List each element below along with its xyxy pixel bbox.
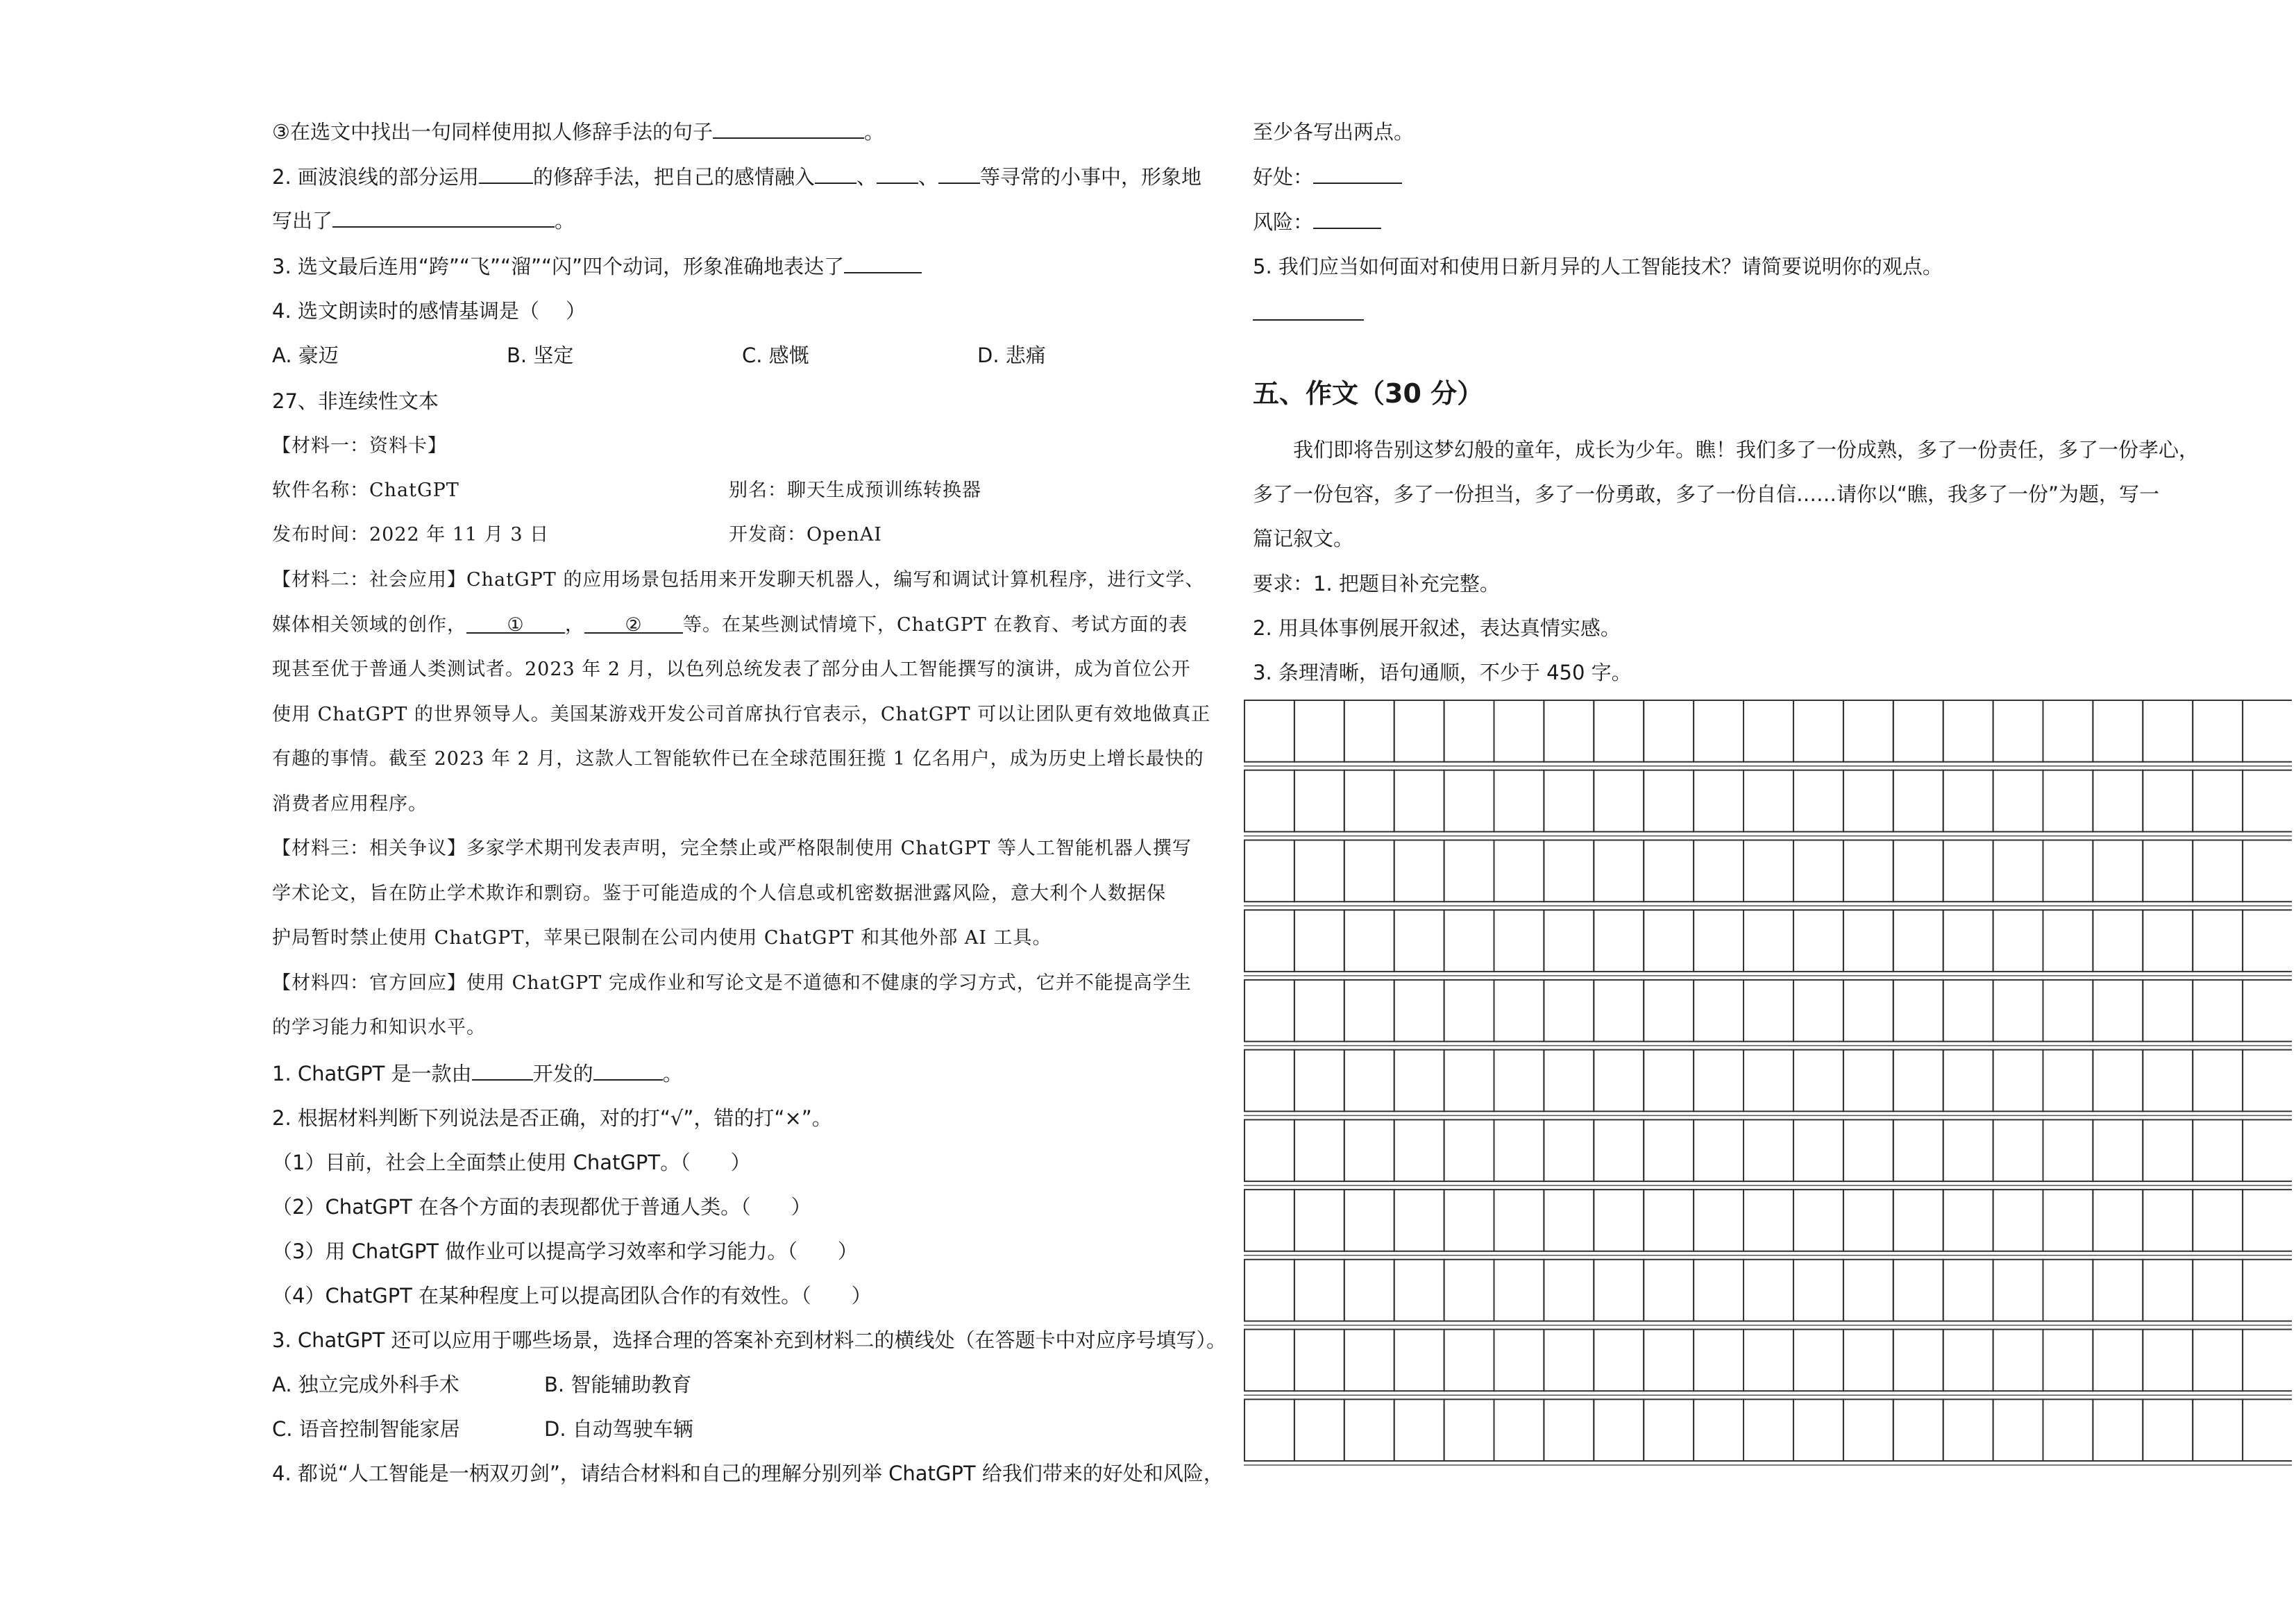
grid-cell[interactable] bbox=[1394, 770, 1444, 832]
grid-cell[interactable] bbox=[1893, 840, 1943, 902]
grid-cell[interactable] bbox=[1244, 840, 1294, 902]
grid-cell[interactable] bbox=[1294, 840, 1344, 902]
grid-cell[interactable] bbox=[2193, 840, 2243, 902]
answer-blank[interactable] bbox=[844, 253, 922, 273]
grid-cell[interactable] bbox=[2193, 770, 2243, 832]
grid-cell[interactable] bbox=[1444, 1260, 1494, 1321]
option-a[interactable]: A. 豪迈 bbox=[272, 344, 339, 367]
grid-cell[interactable] bbox=[1494, 1330, 1544, 1392]
essay-prompt-line: 多了一份包容，多了一份担当，多了一份勇敢，多了一份自信……请你以“瞧，我多了一份”为题，写一 bbox=[1253, 482, 2160, 506]
grid-cell[interactable] bbox=[2243, 1330, 2292, 1392]
sub-question-4: 4. 都说“人工智能是一柄双刃剑”，请结合材料和自己的理解分别列举 ChatGPT 给我们带来的好处和风险， bbox=[272, 1462, 1224, 1485]
grid-cell[interactable] bbox=[2193, 1330, 2243, 1392]
grid-cell[interactable] bbox=[1943, 1190, 1993, 1251]
grid-cell[interactable] bbox=[1943, 700, 1993, 762]
grid-cell[interactable] bbox=[1893, 1050, 1943, 1112]
grid-cell[interactable] bbox=[1793, 1399, 1843, 1461]
grid-cell[interactable] bbox=[1244, 1190, 1294, 1251]
grid-cell[interactable] bbox=[2093, 770, 2143, 832]
answer-blank[interactable] bbox=[938, 163, 980, 184]
grid-cell[interactable] bbox=[2143, 1399, 2193, 1461]
grid-cell[interactable] bbox=[1843, 770, 1893, 832]
grid-cell[interactable] bbox=[2243, 1190, 2292, 1251]
grid-cell[interactable] bbox=[2193, 700, 2243, 762]
grid-cell[interactable] bbox=[1394, 980, 1444, 1042]
grid-cell[interactable] bbox=[1494, 910, 1544, 972]
grid-cell[interactable] bbox=[1494, 770, 1544, 832]
grid-cell[interactable] bbox=[1644, 1119, 1694, 1181]
grid-cell[interactable] bbox=[2043, 1119, 2093, 1181]
grid-cell[interactable] bbox=[1644, 980, 1694, 1042]
grid-cell[interactable] bbox=[1793, 1050, 1843, 1112]
answer-blank[interactable] bbox=[479, 163, 533, 184]
grid-cell[interactable] bbox=[1793, 1330, 1843, 1392]
grid-cell[interactable] bbox=[2093, 1190, 2143, 1251]
grid-cell[interactable] bbox=[1244, 770, 1294, 832]
grid-cell[interactable] bbox=[1394, 840, 1444, 902]
grid-cell[interactable] bbox=[2243, 910, 2292, 972]
grid-cell[interactable] bbox=[2243, 700, 2292, 762]
grid-cell[interactable] bbox=[1843, 1190, 1893, 1251]
grid-cell[interactable] bbox=[1943, 910, 1993, 972]
grid-cell[interactable] bbox=[1244, 1399, 1294, 1461]
grid-cell[interactable] bbox=[1993, 1190, 2043, 1251]
grid-cell[interactable] bbox=[1893, 1119, 1943, 1181]
grid-cell[interactable] bbox=[2143, 1260, 2193, 1321]
answer-blank[interactable] bbox=[472, 1060, 533, 1081]
judgement-item[interactable]: （3）用 ChatGPT 做作业可以提高学习效率和学习能力。（ ） bbox=[272, 1240, 858, 1263]
grid-cell[interactable] bbox=[1394, 1190, 1444, 1251]
grid-cell[interactable] bbox=[1444, 840, 1494, 902]
section-27-heading: 27、非连续性文本 bbox=[272, 389, 439, 413]
material-1-alias: 别名：聊天生成预训练转换器 bbox=[729, 480, 981, 501]
grid-cell[interactable] bbox=[1943, 980, 1993, 1042]
grid-cell[interactable] bbox=[1344, 1190, 1394, 1251]
grid-cell[interactable] bbox=[2243, 770, 2292, 832]
grid-cell[interactable] bbox=[1843, 1119, 1893, 1181]
option-d[interactable]: D. 自动驾驶车辆 bbox=[544, 1417, 693, 1441]
benefit-line: 好处： bbox=[1253, 163, 1402, 191]
grid-cell[interactable] bbox=[2043, 700, 2093, 762]
grid-cell[interactable] bbox=[1843, 1399, 1893, 1461]
grid-cell[interactable] bbox=[1893, 1190, 1943, 1251]
grid-cell[interactable] bbox=[1494, 1399, 1544, 1461]
grid-cell[interactable] bbox=[1544, 1190, 1594, 1251]
grid-cell[interactable] bbox=[1244, 980, 1294, 1042]
grid-cell[interactable] bbox=[2193, 1119, 2243, 1181]
grid-cell[interactable] bbox=[1993, 980, 2043, 1042]
grid-cell[interactable] bbox=[1694, 980, 1744, 1042]
grid-cell[interactable] bbox=[1294, 1119, 1344, 1181]
grid-cell[interactable] bbox=[1494, 1260, 1544, 1321]
grid-cell[interactable] bbox=[1893, 910, 1943, 972]
grid-cell[interactable] bbox=[1244, 1050, 1294, 1112]
material-2-line: 有趣的事情。截至 2023 年 2 月，这款人工智能软件已在全球范围狂揽 1 亿名用户，成为历史上增长最快的 bbox=[272, 748, 1204, 770]
grid-cell[interactable] bbox=[2143, 840, 2193, 902]
grid-cell[interactable] bbox=[1244, 1330, 1294, 1392]
grid-cell[interactable] bbox=[1644, 1050, 1694, 1112]
grid-cell[interactable] bbox=[2093, 840, 2143, 902]
grid-cell[interactable] bbox=[2193, 1190, 2243, 1251]
sub-question-3: 3. ChatGPT 还可以应用于哪些场景，选择合理的答案补充到材料二的横线处（在答题卡中对应序号填写）。 bbox=[272, 1328, 1227, 1352]
grid-cell[interactable] bbox=[2243, 1119, 2292, 1181]
grid-cell[interactable] bbox=[1394, 1399, 1444, 1461]
grid-cell[interactable] bbox=[1594, 1399, 1644, 1461]
grid-cell[interactable] bbox=[1744, 1119, 1793, 1181]
grid-cell[interactable] bbox=[2093, 1399, 2143, 1461]
grid-cell[interactable] bbox=[1594, 910, 1644, 972]
option-b[interactable]: B. 智能辅助教育 bbox=[544, 1373, 692, 1396]
grid-cell[interactable] bbox=[2193, 1050, 2243, 1112]
grid-cell[interactable] bbox=[1544, 910, 1594, 972]
grid-cell[interactable] bbox=[2043, 1050, 2093, 1112]
material-2-line: 使用 ChatGPT 的世界领导人。美国某游戏开发公司首席执行官表示，ChatGPT 可以让团队更有效地做真正 bbox=[272, 704, 1211, 725]
grid-cell[interactable] bbox=[1294, 1260, 1344, 1321]
grid-cell[interactable] bbox=[2043, 770, 2093, 832]
question-4-tone: 4. 选文朗读时的感情基调是（ ） bbox=[272, 299, 586, 323]
grid-cell[interactable] bbox=[1594, 840, 1644, 902]
grid-cell[interactable] bbox=[1594, 980, 1644, 1042]
material-2-line: 媒体相关领域的创作， ① ， ② 等。在某些测试情境下，ChatGPT 在教育、考试方面的表 bbox=[272, 611, 1188, 639]
section-5-heading: 五、作文（30 分） bbox=[1253, 378, 1484, 409]
grid-cell[interactable] bbox=[1644, 700, 1694, 762]
grid-cell[interactable] bbox=[1594, 1190, 1644, 1251]
grid-cell[interactable] bbox=[1394, 1119, 1444, 1181]
grid-cell[interactable] bbox=[1893, 1330, 1943, 1392]
grid-cell[interactable] bbox=[1294, 1399, 1344, 1461]
grid-cell[interactable] bbox=[1344, 910, 1394, 972]
grid-cell[interactable] bbox=[1744, 1190, 1793, 1251]
material-1-title: 【材料一：资料卡】 bbox=[272, 435, 447, 457]
grid-cell[interactable] bbox=[1644, 1190, 1694, 1251]
essay-writing-grid[interactable] bbox=[1244, 696, 2292, 1473]
essay-prompt-line: 我们即将告别这梦幻般的童年，成长为少年。瞧！我们多了一份成熟，多了一份责任，多了一份孝心， bbox=[1293, 438, 2200, 462]
judgement-item[interactable]: （4）ChatGPT 在某种程度上可以提高团队合作的有效性。（ ） bbox=[272, 1284, 872, 1308]
grid-cell[interactable] bbox=[1344, 770, 1394, 832]
material-1-name: 软件名称：ChatGPT bbox=[272, 480, 459, 501]
grid-cell[interactable] bbox=[1444, 1119, 1494, 1181]
grid-cell[interactable] bbox=[1594, 700, 1644, 762]
grid-cell[interactable] bbox=[1244, 1260, 1294, 1321]
grid-cell[interactable] bbox=[1993, 700, 2043, 762]
grid-cell[interactable] bbox=[2143, 770, 2193, 832]
question-3-rhetoric: ③在选文中找出一句同样使用拟人修辞手法的句子 。 bbox=[272, 118, 884, 146]
grid-cell[interactable] bbox=[1744, 980, 1793, 1042]
grid-cell[interactable] bbox=[1244, 700, 1294, 762]
grid-cell[interactable] bbox=[1394, 1330, 1444, 1392]
grid-cell[interactable] bbox=[1694, 840, 1744, 902]
grid-cell[interactable] bbox=[1344, 1119, 1394, 1181]
material-3-line: 学术论文，旨在防止学术欺诈和剽窃。鉴于可能造成的个人信息或机密数据泄露风险，意大利个人数据保 bbox=[272, 883, 1166, 904]
grid-cell[interactable] bbox=[1744, 1399, 1793, 1461]
grid-cell[interactable] bbox=[1544, 1399, 1594, 1461]
answer-blank[interactable] bbox=[815, 163, 856, 184]
requirement: 3. 条理清晰，语句通顺，不少于 450 字。 bbox=[1253, 661, 1632, 684]
grid-cell[interactable] bbox=[1793, 700, 1843, 762]
grid-cell[interactable] bbox=[1793, 770, 1843, 832]
answer-blank[interactable] bbox=[593, 1060, 663, 1081]
answer-blank[interactable] bbox=[1253, 300, 1364, 321]
grid-cell[interactable] bbox=[1644, 770, 1694, 832]
grid-cell[interactable] bbox=[1444, 770, 1494, 832]
grid-cell[interactable] bbox=[1893, 700, 1943, 762]
grid-cell[interactable] bbox=[1494, 1119, 1544, 1181]
grid-cell[interactable] bbox=[1843, 1330, 1893, 1392]
grid-cell[interactable] bbox=[1943, 1399, 1993, 1461]
grid-cell[interactable] bbox=[2043, 1190, 2093, 1251]
grid-cell[interactable] bbox=[2093, 910, 2143, 972]
material-3-line: 【材料三：相关争议】多家学术期刊发表声明，完全禁止或严格限制使用 ChatGPT 等人工智能机器人撰写 bbox=[272, 838, 1192, 859]
sub-question-1: 1. ChatGPT 是一款由 开发的 。 bbox=[272, 1060, 683, 1088]
grid-cell[interactable] bbox=[1893, 770, 1943, 832]
grid-cell[interactable] bbox=[1843, 1050, 1893, 1112]
grid-cell[interactable] bbox=[1244, 1119, 1294, 1181]
grid-cell[interactable] bbox=[1943, 840, 1993, 902]
grid-cell[interactable] bbox=[1744, 770, 1793, 832]
grid-cell[interactable] bbox=[1594, 1119, 1644, 1181]
grid-cell[interactable] bbox=[2243, 1050, 2292, 1112]
grid-cell[interactable] bbox=[2243, 1260, 2292, 1321]
judgement-item[interactable]: （2）ChatGPT 在各个方面的表现都优于普通人类。（ ） bbox=[272, 1195, 811, 1219]
grid-cell[interactable] bbox=[2043, 1399, 2093, 1461]
grid-cell[interactable] bbox=[1644, 1330, 1694, 1392]
grid-cell[interactable] bbox=[1694, 1190, 1744, 1251]
grid-cell[interactable] bbox=[2093, 1050, 2143, 1112]
grid-cell[interactable] bbox=[1344, 700, 1394, 762]
grid-cell[interactable] bbox=[1644, 910, 1694, 972]
grid-cell[interactable] bbox=[1344, 840, 1394, 902]
grid-cell[interactable] bbox=[1294, 1050, 1344, 1112]
grid-cell[interactable] bbox=[1843, 700, 1893, 762]
grid-cell[interactable] bbox=[1544, 1119, 1594, 1181]
grid-cell[interactable] bbox=[1694, 1330, 1744, 1392]
requirement: 要求：1. 把题目补充完整。 bbox=[1253, 572, 1500, 595]
grid-cell[interactable] bbox=[2143, 1330, 2193, 1392]
grid-cell[interactable] bbox=[1694, 700, 1744, 762]
option-b[interactable]: B. 坚定 bbox=[507, 344, 574, 367]
grid-cell[interactable] bbox=[1843, 1260, 1893, 1321]
grid-cell[interactable] bbox=[1594, 770, 1644, 832]
grid-cell[interactable] bbox=[1793, 1119, 1843, 1181]
requirement: 2. 用具体事例展开叙述，表达真情实感。 bbox=[1253, 616, 1621, 640]
question-text: ③在选文中找出一句同样使用拟人修辞手法的句子 bbox=[272, 120, 713, 144]
material-4-line: 【材料四：官方回应】使用 ChatGPT 完成作业和写论文是不道德和不健康的学习方式，它并不能提高学生 bbox=[272, 972, 1192, 994]
material-4-line: 的学习能力和知识水平。 bbox=[272, 1017, 486, 1038]
option-c[interactable]: C. 语音控制智能家居 bbox=[272, 1417, 460, 1441]
answer-blank[interactable] bbox=[332, 207, 555, 228]
grid-cell[interactable] bbox=[2093, 980, 2143, 1042]
grid-cell[interactable] bbox=[1294, 770, 1344, 832]
grid-cell[interactable] bbox=[2143, 1190, 2193, 1251]
grid-cell[interactable] bbox=[1544, 700, 1594, 762]
sub-question-5: 5. 我们应当如何面对和使用日新月异的人工智能技术？请简要说明你的观点。 bbox=[1253, 255, 1943, 278]
grid-cell[interactable] bbox=[2243, 980, 2292, 1042]
grid-cell[interactable] bbox=[1544, 840, 1594, 902]
grid-cell[interactable] bbox=[2243, 840, 2292, 902]
grid-cell[interactable] bbox=[1494, 980, 1544, 1042]
grid-cell[interactable] bbox=[2093, 1330, 2143, 1392]
grid-cell[interactable] bbox=[1444, 1050, 1494, 1112]
grid-cell[interactable] bbox=[1943, 1260, 1993, 1321]
answer-blank[interactable] bbox=[877, 163, 918, 184]
material-1-developer: 开发商：OpenAI bbox=[729, 524, 882, 545]
grid-cell[interactable] bbox=[1694, 1399, 1744, 1461]
grid-cell[interactable] bbox=[1993, 910, 2043, 972]
grid-cell[interactable] bbox=[1344, 1330, 1394, 1392]
grid-cell[interactable] bbox=[2193, 1399, 2243, 1461]
grid-cell[interactable] bbox=[2093, 700, 2143, 762]
material-2-line: 消费者应用程序。 bbox=[272, 793, 428, 815]
grid-cell[interactable] bbox=[1244, 910, 1294, 972]
grid-cell[interactable] bbox=[1793, 840, 1843, 902]
grid-cell[interactable] bbox=[1494, 700, 1544, 762]
grid-cell[interactable] bbox=[2143, 910, 2193, 972]
grid-cell[interactable] bbox=[2043, 980, 2093, 1042]
material-3-line: 护局暂时禁止使用 ChatGPT，苹果已限制在公司内使用 ChatGPT 和其他外部 AI 工具。 bbox=[272, 927, 1052, 949]
material-2-line: 【材料二：社会应用】ChatGPT 的应用场景包括用来开发聊天机器人，编写和调试计算机程序，进行文学、 bbox=[272, 569, 1205, 591]
grid-cell[interactable] bbox=[1394, 910, 1444, 972]
blank-2[interactable]: ② bbox=[584, 611, 683, 634]
grid-cell[interactable] bbox=[1943, 1330, 1993, 1392]
grid-cell[interactable] bbox=[1444, 1190, 1494, 1251]
grid-cell[interactable] bbox=[2193, 980, 2243, 1042]
answer-line bbox=[1253, 300, 1364, 328]
option-a[interactable]: A. 独立完成外科手术 bbox=[272, 1373, 459, 1396]
grid-cell[interactable] bbox=[1494, 1190, 1544, 1251]
risk-line: 风险： bbox=[1253, 208, 1381, 236]
grid-cell[interactable] bbox=[1793, 980, 1843, 1042]
material-2-line: 现甚至优于普通人类测试者。2023 年 2 月，以色列总统发表了部分由人工智能撰写的演讲，成为首位公开 bbox=[272, 659, 1191, 680]
grid-cell[interactable] bbox=[1744, 1260, 1793, 1321]
grid-cell[interactable] bbox=[1744, 700, 1793, 762]
question-3-verbs: 3. 选文最后连用“跨”“飞”“溜”“闪”四个动词，形象准确地表达了 bbox=[272, 253, 922, 280]
grid-cell[interactable] bbox=[1294, 980, 1344, 1042]
grid-cell[interactable] bbox=[1344, 1260, 1394, 1321]
grid-cell[interactable] bbox=[1344, 1399, 1394, 1461]
essay-prompt-line: 篇记叙文。 bbox=[1253, 527, 1354, 550]
grid-cell[interactable] bbox=[1744, 910, 1793, 972]
sub-question-2: 2. 根据材料判断下列说法是否正确，对的打“√”，错的打“×”。 bbox=[272, 1106, 832, 1130]
grid-cell[interactable] bbox=[1993, 1119, 2043, 1181]
grid-cell[interactable] bbox=[2243, 1399, 2292, 1461]
grid-cell[interactable] bbox=[1993, 1399, 2043, 1461]
grid-cell[interactable] bbox=[1544, 770, 1594, 832]
grid-cell[interactable] bbox=[1294, 1190, 1344, 1251]
grid-cell[interactable] bbox=[1594, 1050, 1644, 1112]
grid-cell[interactable] bbox=[1943, 1119, 1993, 1181]
grid-cell[interactable] bbox=[1993, 1330, 2043, 1392]
grid-cell[interactable] bbox=[1444, 1330, 1494, 1392]
grid-cell[interactable] bbox=[1294, 1330, 1344, 1392]
sub-question-4-cont: 至少各写出两点。 bbox=[1253, 120, 1415, 144]
grid-cell[interactable] bbox=[1694, 770, 1744, 832]
grid-cell[interactable] bbox=[1893, 1399, 1943, 1461]
grid-cell[interactable] bbox=[1394, 1260, 1444, 1321]
grid-cell[interactable] bbox=[2043, 840, 2093, 902]
option-c[interactable]: C. 感慨 bbox=[742, 344, 809, 367]
grid-cell[interactable] bbox=[2193, 910, 2243, 972]
grid-cell[interactable] bbox=[1544, 1260, 1594, 1321]
grid-cell[interactable] bbox=[1544, 1050, 1594, 1112]
grid-cell[interactable] bbox=[1294, 910, 1344, 972]
grid-cell[interactable] bbox=[1644, 1399, 1694, 1461]
grid-cell[interactable] bbox=[1793, 1260, 1843, 1321]
grid-cell[interactable] bbox=[1394, 700, 1444, 762]
grid-cell[interactable] bbox=[1444, 700, 1494, 762]
grid-cell[interactable] bbox=[1993, 1050, 2043, 1112]
grid-cell[interactable] bbox=[1843, 980, 1893, 1042]
grid-cell[interactable] bbox=[1744, 1050, 1793, 1112]
grid-cell[interactable] bbox=[1594, 1330, 1644, 1392]
grid-cell[interactable] bbox=[2043, 1260, 2093, 1321]
grid-cell[interactable] bbox=[1694, 1260, 1744, 1321]
grid-cell[interactable] bbox=[1494, 1050, 1544, 1112]
grid-cell[interactable] bbox=[1444, 910, 1494, 972]
grid-cell[interactable] bbox=[2043, 1330, 2093, 1392]
grid-cell[interactable] bbox=[1544, 1330, 1594, 1392]
grid-cell[interactable] bbox=[1793, 910, 1843, 972]
question-2-rhetoric: 2. 画波浪线的部分运用 的修辞手法，把自己的感情融入 、 、 等寻常的小事中，形象地 bbox=[272, 163, 1201, 191]
grid-cell[interactable] bbox=[1694, 1119, 1744, 1181]
grid-cell[interactable] bbox=[1843, 840, 1893, 902]
question-2-cont: 写出了 。 bbox=[272, 207, 575, 235]
grid-cell[interactable] bbox=[1444, 980, 1494, 1042]
grid-cell[interactable] bbox=[1843, 910, 1893, 972]
grid-cell[interactable] bbox=[1943, 770, 1993, 832]
grid-cell[interactable] bbox=[1893, 980, 1943, 1042]
grid-cell[interactable] bbox=[2143, 700, 2193, 762]
grid-cell[interactable] bbox=[1344, 1050, 1394, 1112]
grid-cell[interactable] bbox=[2143, 1050, 2193, 1112]
grid-cell[interactable] bbox=[1793, 1190, 1843, 1251]
grid-cell[interactable] bbox=[1943, 1050, 1993, 1112]
answer-blank[interactable] bbox=[713, 118, 864, 139]
grid-cell[interactable] bbox=[1344, 980, 1394, 1042]
grid-cell[interactable] bbox=[1494, 840, 1544, 902]
grid-cell[interactable] bbox=[1694, 910, 1744, 972]
grid-cell[interactable] bbox=[1893, 1260, 1943, 1321]
grid-cell[interactable] bbox=[1744, 840, 1793, 902]
grid-cell[interactable] bbox=[1993, 840, 2043, 902]
answer-blank[interactable] bbox=[1313, 208, 1381, 229]
blank-1[interactable]: ① bbox=[466, 611, 565, 634]
grid-cell[interactable] bbox=[1694, 1050, 1744, 1112]
grid-cell[interactable] bbox=[1993, 770, 2043, 832]
grid-cell[interactable] bbox=[2093, 1119, 2143, 1181]
grid-cell[interactable] bbox=[1444, 1399, 1494, 1461]
grid-cell[interactable] bbox=[1394, 1050, 1444, 1112]
grid-cell[interactable] bbox=[1644, 1260, 1694, 1321]
grid-cell[interactable] bbox=[1544, 980, 1594, 1042]
option-d[interactable]: D. 悲痛 bbox=[977, 344, 1046, 367]
answer-blank[interactable] bbox=[1313, 163, 1402, 184]
grid-cell[interactable] bbox=[1993, 1260, 2043, 1321]
grid-cell[interactable] bbox=[2193, 1260, 2243, 1321]
grid-cell[interactable] bbox=[2043, 910, 2093, 972]
grid-cell[interactable] bbox=[1594, 1260, 1644, 1321]
grid-cell[interactable] bbox=[1744, 1330, 1793, 1392]
writing-grid-svg bbox=[1244, 696, 2292, 1473]
grid-cell[interactable] bbox=[2143, 1119, 2193, 1181]
grid-cell[interactable] bbox=[1644, 840, 1694, 902]
judgement-item[interactable]: （1）目前，社会上全面禁止使用 ChatGPT。（ ） bbox=[272, 1151, 751, 1174]
material-1-date: 发布时间：2022 年 11 月 3 日 bbox=[272, 524, 550, 545]
grid-cell[interactable] bbox=[1294, 700, 1344, 762]
grid-cell[interactable] bbox=[2093, 1260, 2143, 1321]
grid-cell[interactable] bbox=[2143, 980, 2193, 1042]
